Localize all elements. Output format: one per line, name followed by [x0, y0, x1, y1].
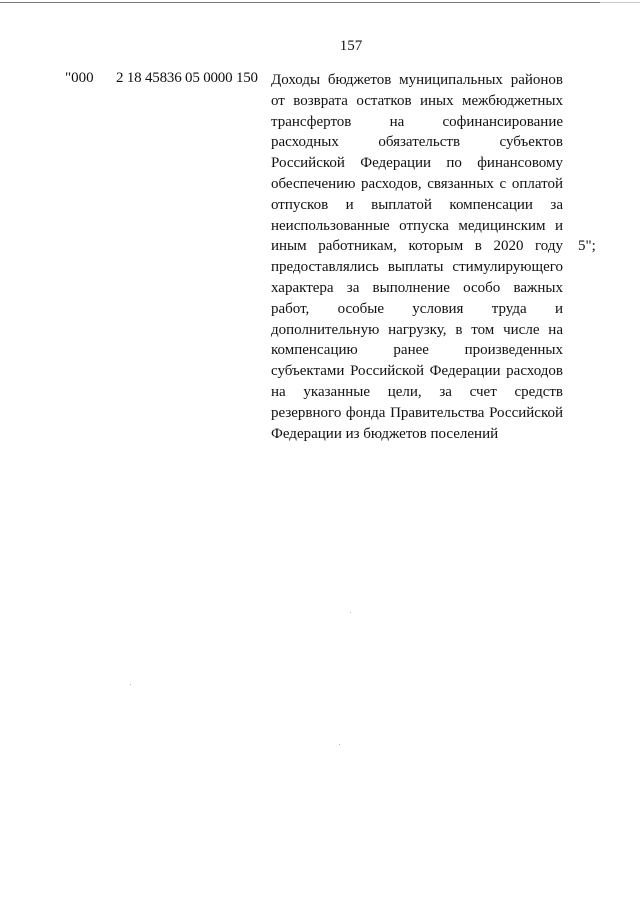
budget-classification-code: 2 18 45836 05 0000 150	[116, 70, 258, 86]
revenue-description: Доходы бюджетов муниципальных районов от возврата остатков иных межбюджетных трансфертов на софинансирование расходных обязательств субъектов Российской Федерации по финансовому обеспечению расходов, связанных с оплатой отпусков и выплатой компенсации за неиспользованные отпуска медицинским и иным работникам, которым в 2020 году предоставлялись выплаты стимулирующего характера за выполнение особо важных работ, особые условия труда и дополнительную нагрузку, в том числе на компенсацию ранее произведенных субъектами Российской Федерации расходов на указанные цели, за счет средств резервного фонда Правительства Российской Федерации из бюджетов поселений	[271, 72, 563, 442]
row-code-prefix: "000	[65, 70, 94, 86]
scan-top-edge-tail	[600, 2, 640, 3]
scan-speck	[350, 612, 351, 613]
scan-top-edge	[0, 2, 600, 3]
scan-speck	[339, 744, 340, 745]
scan-speck	[130, 684, 131, 685]
page-number: 157	[339, 38, 363, 54]
row-amount: 5";	[578, 238, 596, 254]
